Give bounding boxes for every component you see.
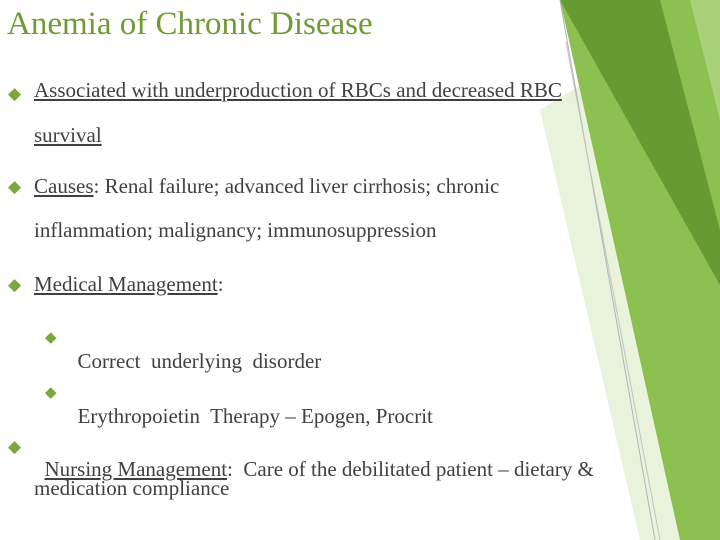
bullet-text-nursing: Care of the debilitated patient – dietary &	[232, 457, 594, 481]
slide-title: Anemia of Chronic Disease	[7, 6, 373, 42]
diamond-bullet-icon: ◆	[8, 84, 22, 103]
bullet-nursing-line2	[34, 476, 229, 501]
diamond-bullet-icon: ◆	[45, 385, 57, 401]
bullet-lead-causes: Causes	[34, 174, 94, 198]
bullet-sep-causes: :	[93, 174, 100, 198]
bullet-sep-medical: :	[217, 272, 224, 296]
bullet-text-associated: with underproduction of RBCs and decreased RBC	[126, 78, 562, 102]
bullet-causes-line2	[34, 218, 436, 243]
bullet-associated-line2	[34, 123, 102, 148]
bullet-causes	[34, 174, 499, 199]
bullet-text-causes-line2: inflammation; malignancy; immunosuppression	[34, 218, 437, 242]
bullet-associated	[34, 78, 562, 103]
bullet-text-nursing-line2: medication compliance	[34, 476, 230, 500]
bullet-lead-medical: Medical Management	[34, 272, 218, 296]
bullet-medical-management	[34, 272, 224, 297]
diamond-bullet-icon: ◆	[8, 437, 22, 456]
diamond-bullet-icon: ◆	[45, 330, 57, 346]
subbullet-text-erythropoietin: Erythropoietin Therapy – Epogen, Procrit	[77, 404, 433, 428]
bullet-nursing-management	[34, 432, 594, 482]
diamond-bullet-icon: ◆	[8, 177, 22, 196]
bullet-lead-nursing: Nursing Management	[44, 457, 228, 481]
bullet-text-associated-line2: survival	[34, 123, 102, 147]
bullet-text-causes: Renal failure; advanced liver cirrhosis; chronic	[99, 174, 500, 198]
bullet-sep-nursing: :	[227, 457, 233, 481]
subbullet-correct-disorder	[67, 324, 321, 374]
diamond-bullet-icon: ◆	[8, 275, 22, 294]
subbullet-text-correct: Correct underlying disorder	[77, 349, 322, 373]
subbullet-erythropoietin	[67, 379, 433, 429]
bullet-lead-associated: Associated	[34, 78, 127, 102]
